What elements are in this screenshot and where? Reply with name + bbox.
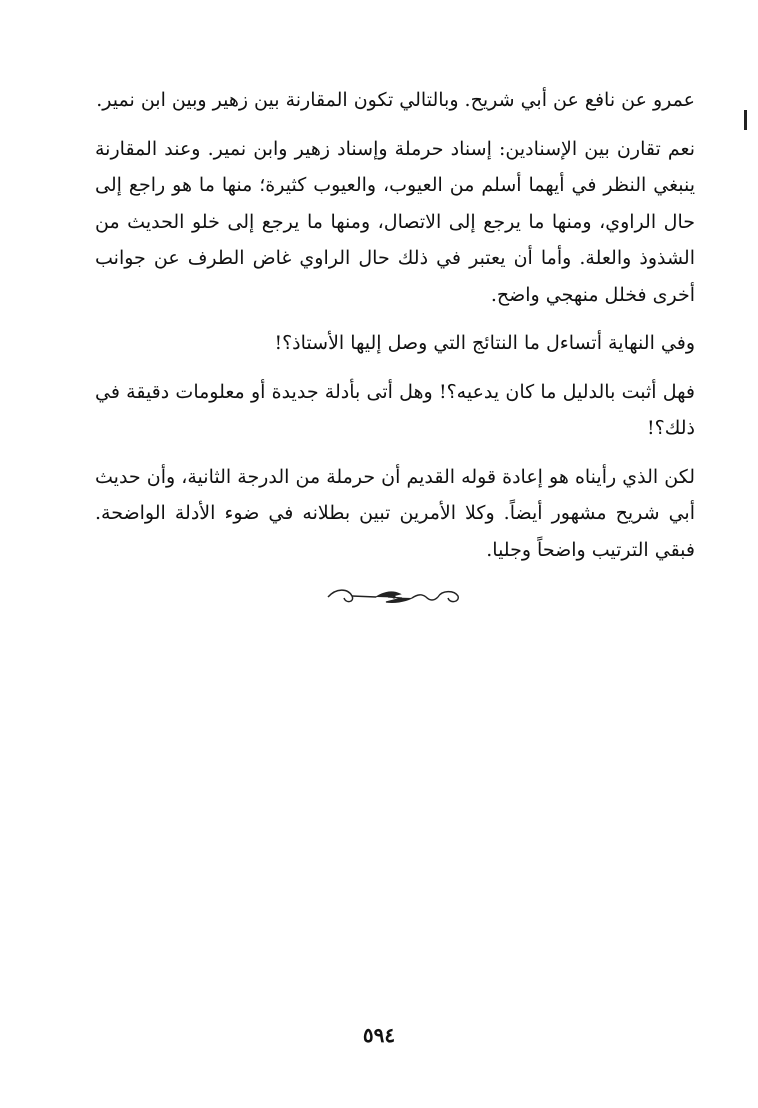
ornament-divider-icon [326,584,462,610]
paragraph-4: فهل أثبت بالدليل ما كان يدعيه؟! وهل أتى بأدلة جديدة أو معلومات دقيقة في ذلك؟! [95,380,695,439]
paragraph-1: عمرو عن نافع عن أبي شريح. وبالتالي تكون المقارنة بين زهير وبين ابن نمير. [96,89,695,111]
paragraph-3: وفي النهاية أتساءل ما النتائج التي وصل إليها الأستاذ؟! [274,332,695,354]
page-number: ٥٩٤ [362,1023,396,1047]
body-text [95,82,695,580]
paragraph-5: لكن الذي رأيناه هو إعادة قوله القديم أن حرملة من الدرجة الثانية، وأن حديث أبي شريح مشهور أيضاً. وكلا الأمرين تبين بطلانه في ضوء الأدلة الواضحة. فبقي الترتيب واضحاً وجليا. [95,465,695,561]
margin-mark [744,110,747,130]
paragraph-2: نعم تقارن بين الإسنادين: إسناد حرملة وإسناد زهير وابن نمير. وعند المقارنة ينبغي النظر في أيهما أسلم من العيوب، والعيوب كثيرة؛ منها ما هو راجع إلى حال الراوي، ومنها ما يرجع إلى الاتصال، ومنها ما يرجع إلى خلو الحديث من الشذوذ والعلة. وأما أن يعتبر في ذلك حال الراوي غاض الطرف عن جوانب أخرى فخلل منهجي واضح. [95,137,695,306]
